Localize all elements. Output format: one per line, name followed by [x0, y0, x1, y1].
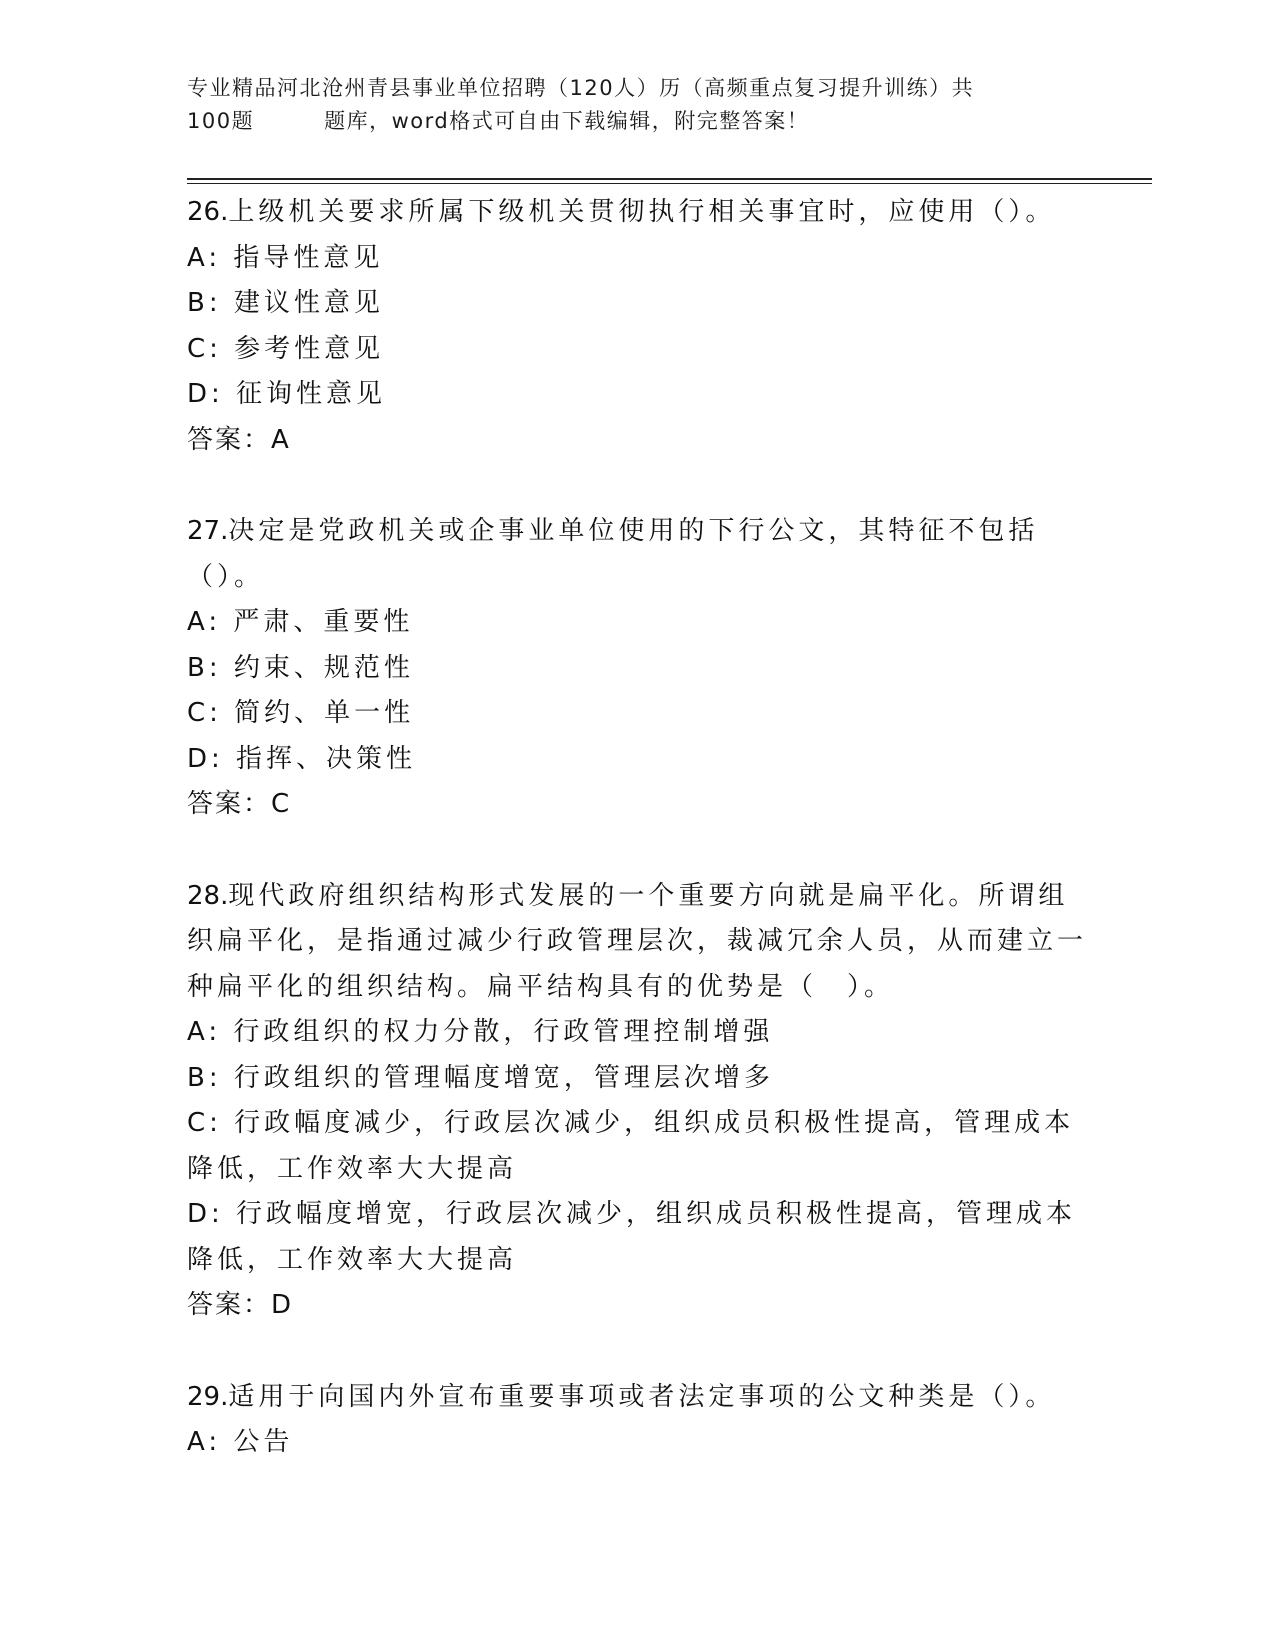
question-27 — [187, 509, 1092, 828]
option-b: B: 约束、规范性 — [187, 652, 414, 683]
question-29 — [187, 1375, 1092, 1466]
question-text — [187, 509, 1092, 600]
option-d: D: 征询性意见 — [187, 379, 387, 409]
option-a: A: 严肃、重要性 — [187, 607, 414, 637]
question-text — [187, 190, 1092, 236]
question-stem: 决定是党政机关或企事业单位使用的下行公文，其特征不包括（）。 — [187, 516, 1039, 592]
answer: 答案：A — [187, 424, 291, 455]
header-count: 100题 — [187, 109, 255, 133]
option-a: A: 行政组织的权力分散，行政管理控制增强 — [187, 1017, 774, 1047]
question-text — [187, 874, 1092, 1011]
option-b: B: 行政组织的管理幅度增宽，管理层次增多 — [187, 1062, 774, 1093]
option-a: A: 公告 — [187, 1427, 294, 1457]
question-number: 26. — [187, 197, 229, 227]
option-c: C: 行政幅度减少，行政层次减少，组织成员积极性提高，管理成本降低，工作效率大大提高 — [187, 1108, 1075, 1184]
header-line-1: 专业精品河北沧州青县事业单位招聘（120人）历（高频重点复习提升训练）共 — [187, 76, 975, 100]
question-stem: 适用于向国内外宣布重要事项或者法定事项的公文种类是（）。 — [228, 1381, 1056, 1412]
question-number: 29. — [187, 1381, 229, 1412]
option-c: C: 简约、单一性 — [187, 698, 415, 728]
answer: 答案：D — [187, 1290, 294, 1320]
question-list — [187, 190, 1092, 1512]
header-rule-thick — [187, 178, 1152, 180]
option-b: B: 建议性意见 — [187, 288, 384, 318]
header-line-2 — [187, 105, 1087, 138]
header-rule-thin — [187, 183, 1152, 184]
question-stem: 现代政府组织结构形式发展的一个重要方向就是扁平化。所谓组织扁平化，是指通过减少行政管理层次，裁减冗余人员，从而建立一种扁平化的组织结构。扁平结构具有的优势是（ ）。 — [187, 880, 1088, 1002]
question-stem: 上级机关要求所属下级机关贯彻执行相关事宜时，应使用（）。 — [228, 197, 1056, 227]
header-tail: 题库，word格式可自由下载编辑，附完整答案！ — [324, 109, 810, 133]
answer: 答案：C — [187, 789, 292, 819]
option-c: C: 参考性意见 — [187, 333, 385, 364]
document-header — [187, 72, 1087, 138]
question-number: 27. — [187, 516, 229, 546]
question-26 — [187, 190, 1092, 463]
option-a: A: 指导性意见 — [187, 242, 384, 273]
option-d: D: 指挥、决策性 — [187, 743, 417, 774]
question-28 — [187, 874, 1092, 1329]
option-d: D: 行政幅度增宽，行政层次减少，组织成员积极性提高，管理成本降低，工作效率大大提高 — [187, 1199, 1077, 1275]
question-text — [187, 1375, 1092, 1421]
question-number: 28. — [187, 880, 229, 911]
